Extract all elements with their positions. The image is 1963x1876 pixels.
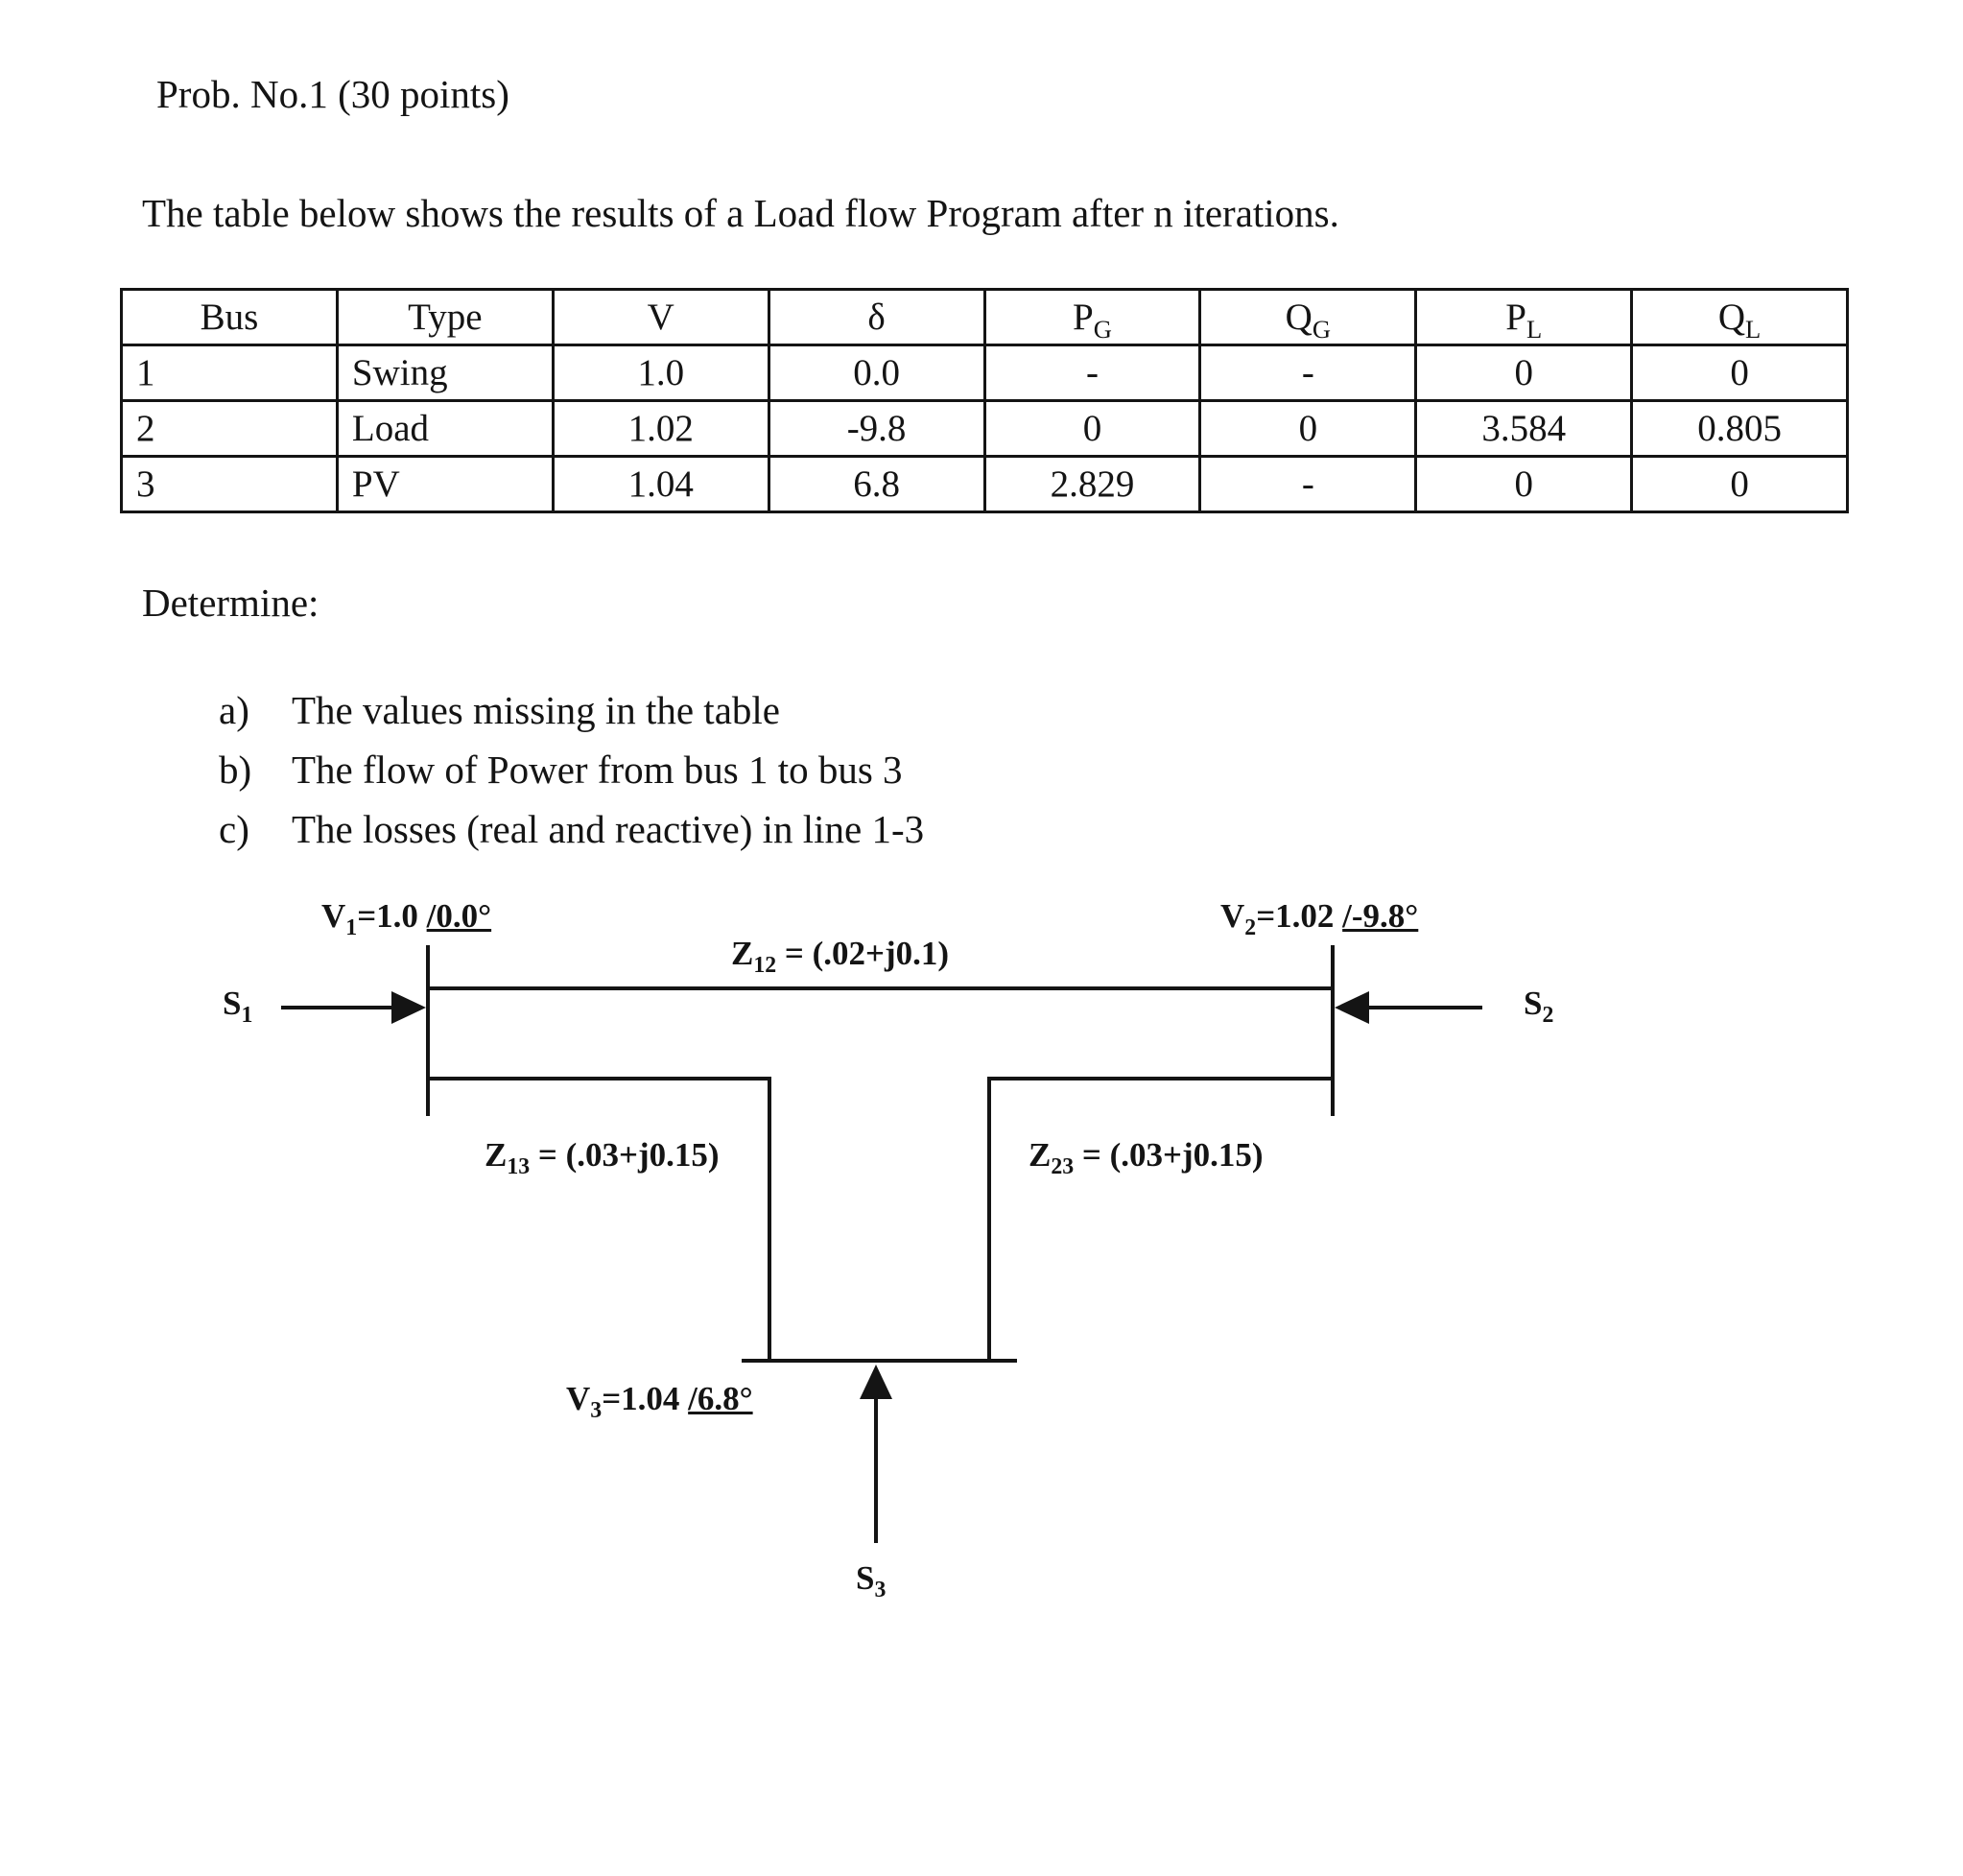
item-letter: a) (219, 688, 249, 732)
bus1-voltage-label: $V_1=1.0$ /0.0° (321, 897, 492, 940)
table-header-row (122, 290, 1848, 345)
table-cell: 0 (1416, 345, 1632, 401)
bus1-bar (426, 945, 430, 1116)
list-item-b (219, 747, 924, 793)
line13-impedance-label: $Z_{13} = (.03+j0.15)$ (485, 1136, 720, 1179)
line-1-2 (426, 986, 1335, 990)
table-cell: 0 (1632, 345, 1848, 401)
list-item-c (219, 806, 924, 852)
problem-title: Prob. No.1 (30 points) (156, 72, 509, 116)
table-cell: 3 (122, 457, 338, 512)
load-flow-results-table (120, 288, 1849, 513)
table-row-bus3 (122, 457, 1848, 512)
table-cell: 0 (1416, 457, 1632, 512)
col-header-pg: $P_G$ (984, 290, 1200, 345)
table-cell: 3.584 (1416, 401, 1632, 457)
bus2-voltage-label: $V_2=1.02$ /-9.8° (1220, 897, 1419, 940)
s2-arrowhead-icon (1335, 991, 1369, 1024)
table-cell: 0 (1200, 401, 1416, 457)
line23-impedance-label: $Z_{23} = (.03+j0.15)$ (1029, 1136, 1264, 1179)
table-row-bus1 (122, 345, 1848, 401)
table-cell: Load (337, 401, 553, 457)
s3-arrowhead-icon (860, 1365, 892, 1399)
bus3-bar (742, 1359, 1017, 1363)
s1-label: $S_1$ (223, 985, 253, 1028)
col-header-type: Type (337, 290, 553, 345)
table-cell: 0 (984, 401, 1200, 457)
table-cell: 6.8 (769, 457, 984, 512)
item-text: The values missing in the table (292, 688, 780, 732)
col-header-delta: δ (769, 290, 984, 345)
table-cell: 1.02 (553, 401, 769, 457)
bus2-bar (1331, 945, 1335, 1116)
determine-list (219, 687, 924, 866)
table-cell: -9.8 (769, 401, 984, 457)
col-header-pl: $P_L$ (1416, 290, 1632, 345)
item-letter: c) (219, 807, 249, 851)
s3-arrow-shaft (874, 1399, 878, 1543)
table-cell: PV (337, 457, 553, 512)
determine-label: Determine: (142, 581, 319, 625)
table-cell: 2.829 (984, 457, 1200, 512)
list-item-a (219, 687, 924, 733)
table-cell: - (1200, 457, 1416, 512)
table-cell: 1.04 (553, 457, 769, 512)
table-cell: 0.0 (769, 345, 984, 401)
bus3-voltage-label: $V_3=1.04$ /6.8° (566, 1380, 753, 1423)
item-text: The losses (real and reactive) in line 1-3 (292, 807, 925, 851)
col-header-v: V (553, 290, 769, 345)
table-cell: 0.805 (1632, 401, 1848, 457)
table-cell: - (1200, 345, 1416, 401)
table-cell: 0 (1632, 457, 1848, 512)
line-2-3-horizontal (987, 1077, 1335, 1080)
table-cell: 1 (122, 345, 338, 401)
table-cell: Swing (337, 345, 553, 401)
line-1-3-vertical (768, 1077, 771, 1361)
item-text: The flow of Power from bus 1 to bus 3 (292, 748, 903, 792)
line-2-3-vertical (987, 1077, 991, 1361)
s1-arrowhead-icon (391, 991, 426, 1024)
one-line-diagram (0, 892, 1963, 1650)
table-cell: 2 (122, 401, 338, 457)
table-cell: 1.0 (553, 345, 769, 401)
s2-arrow-shaft (1369, 1006, 1482, 1009)
table-cell: - (984, 345, 1200, 401)
table-row-bus2 (122, 401, 1848, 457)
col-header-bus: Bus (122, 290, 338, 345)
col-header-ql: $Q_L$ (1632, 290, 1848, 345)
s3-label: $S_3$ (856, 1559, 887, 1603)
intro-text: The table below shows the results of a Load flow Program after n iterations. (142, 191, 1339, 235)
s1-arrow-shaft (281, 1006, 391, 1009)
col-header-qg: $Q_G$ (1200, 290, 1416, 345)
item-letter: b) (219, 748, 252, 792)
s2-label: $S_2$ (1524, 985, 1554, 1028)
line12-impedance-label: $Z_{12} = (.02+j0.1)$ (731, 935, 950, 978)
line-1-3-horizontal (426, 1077, 771, 1080)
